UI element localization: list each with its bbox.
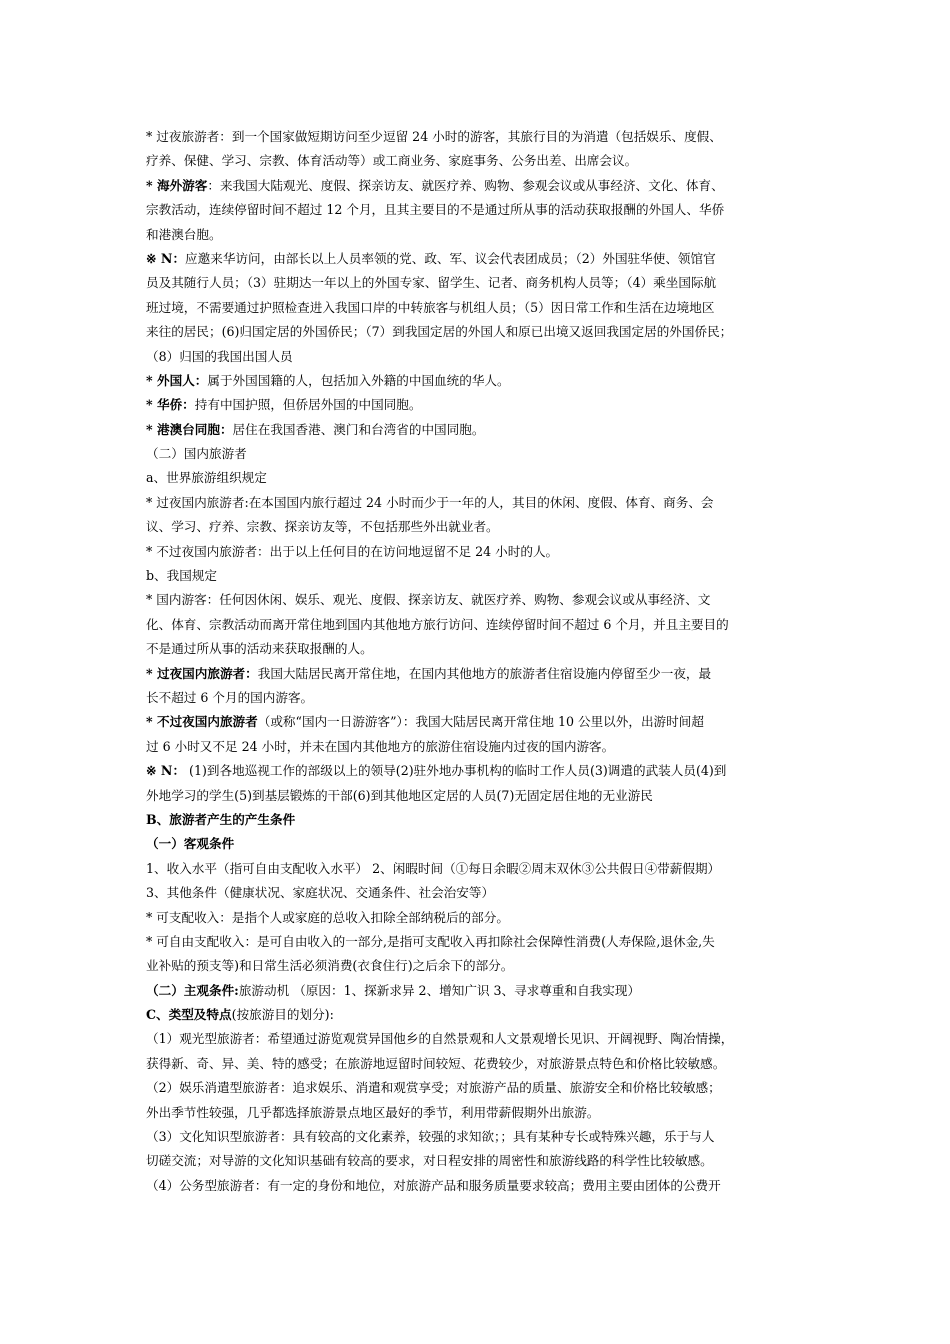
body-text: 班过境，不需要通过护照检查进入我国口岸的中转旅客与机组人员；（5）因日常工作和生活在边境地区: [146, 299, 715, 315]
body-text: 员及其随行人员；（3）驻期达一年以上的外国专家、留学生、记者、商务机构人员等；（4）乘坐国际航: [146, 275, 717, 291]
body-text: 议、学习、疗养、宗教、探亲访友等，不包括那些外出就业者。: [146, 519, 499, 535]
text-line: [146, 149, 816, 173]
text-line: [146, 515, 816, 539]
body-text: （8）归国的我国出国人员: [146, 348, 293, 364]
text-line: [146, 1027, 816, 1051]
text-line: [146, 662, 816, 686]
body-text: (1)到各地巡视工作的部级以上的领导(2)驻外地办事机构的临时工作人员(3)调遣的武装人员(4)到: [185, 763, 727, 779]
body-text: * 可自由支配收入：是可自由收入的一部分,是指可支配收入再扣除社会保障性消费(人寿保险,退休金,失: [146, 933, 715, 949]
text-line: [146, 125, 816, 149]
text-line: [146, 637, 816, 661]
text-line: [146, 710, 816, 734]
bold-text: C、类型及特点: [146, 1007, 232, 1023]
text-line: [146, 857, 816, 881]
text-line: [146, 759, 816, 783]
text-line: [146, 1174, 816, 1198]
text-line: [146, 930, 816, 954]
text-line: [146, 832, 816, 856]
body-text: 应邀来华访问，由部长以上人员率领的党、政、军、议会代表团成员；（2）外国驻华使、领馆官: [185, 250, 716, 266]
text-line: [146, 223, 816, 247]
body-text: 来往的居民；(6)归国定居的外国侨民；（7）到我国定居的外国人和原已出境又返回我国定居的外国侨民；: [146, 324, 733, 340]
body-text: 居住在我国香港、澳门和台湾省的中国同胞。: [232, 421, 485, 437]
body-text: (按旅游目的划分):: [231, 1007, 334, 1023]
body-text: ：来我国大陆观光、度假、探亲访友、就医疗养、购物、参观会议或从事经济、文化、体育、: [207, 177, 724, 193]
text-line: [146, 442, 816, 466]
body-text: 外出季节性较强，几乎都选择旅游景点地区最好的季节，利用带薪假期外出旅游。: [146, 1104, 600, 1120]
body-text: 属于外国国籍的人，包括加入外籍的中国血统的华人。: [207, 372, 510, 388]
text-line: [146, 271, 816, 295]
body-text: * 可支配收入：是指个人或家庭的总收入扣除全部纳税后的部分。: [146, 909, 509, 925]
body-text: b、我国规定: [146, 568, 218, 584]
bold-text: * 港澳台同胞：: [146, 421, 233, 437]
bold-text: ※ N：: [146, 250, 186, 266]
text-line: [146, 1076, 816, 1100]
text-line: [146, 564, 816, 588]
text-line: [146, 369, 816, 393]
text-line: [146, 784, 816, 808]
bold-text: B、旅游者产生的产生条件: [146, 811, 296, 827]
text-line: [146, 735, 816, 759]
bold-text: （一）客观条件: [146, 836, 235, 852]
text-line: [146, 491, 816, 515]
text-line: [146, 320, 816, 344]
body-text: （或称“国内一日游游客”）：我国大陆居民离开常住地 10 公里以外，出游时间超: [257, 714, 704, 730]
text-line: [146, 906, 816, 930]
text-line: [146, 979, 816, 1003]
body-text: * 过夜旅游者：到一个国家做短期访问至少逗留 24 小时的游客，其旅行目的为消遣（包括娱乐、度假、: [146, 129, 722, 144]
body-text: 获得新、奇、异、美、特的感受；在旅游地逗留时间较短、花费较少，对旅游景点特色和价格比较敏感。: [146, 1055, 726, 1071]
bold-text: * 外国人：: [146, 372, 208, 388]
text-line: [146, 393, 816, 417]
bold-text: * 不过夜国内旅游者: [146, 714, 258, 730]
bold-text: ※ N：: [146, 763, 186, 779]
body-text: 疗养、保健、学习、宗教、体育活动等）或工商业务、家庭事务、公务出差、出席会议。: [146, 153, 638, 169]
body-text: * 不过夜国内旅游者：出于以上任何目的在访问地逗留不足 24 小时的人。: [146, 543, 559, 559]
bold-text: * 海外游客: [146, 177, 208, 193]
text-line: [146, 1003, 816, 1027]
body-text: 3、其他条件（健康状况、家庭状况、交通条件、社会治安等）: [146, 885, 495, 901]
body-text: 我国大陆居民离开常住地，在国内其他地方的旅游者住宿设施内停留至少一夜，最: [257, 665, 712, 681]
text-line: [146, 686, 816, 710]
document-body: [146, 125, 816, 1198]
body-text: （3）文化知识型旅游者：具有较高的文化素养，较强的求知欲；；具有某种专长或特殊兴趣，乐于与人: [146, 1129, 715, 1145]
body-text: （1）观光型旅游者：希望通过游览观赏异国他乡的自然景观和人文景观增长见识、开阔视野、陶冶情操，: [146, 1031, 734, 1047]
body-text: 宗教活动，连续停留时间不超过 12 个月，且其主要目的不是通过所从事的活动获取报酬的外国人、华侨: [146, 202, 725, 218]
body-text: 长不超过 6 个月的国内游客。: [146, 689, 314, 705]
text-line: [146, 881, 816, 905]
text-line: [146, 1149, 816, 1173]
bold-text: （二）主观条件:: [146, 982, 239, 998]
body-text: 切磋交流；对导游的文化知识基础有较高的要求，对日程安排的周密性和旅游线路的科学性比较敏感。: [146, 1153, 713, 1169]
text-line: [146, 174, 816, 198]
body-text: * 国内游客：任何因休闲、娱乐、观光、度假、探亲访友、就医疗养、购物、参观会议或从事经济、文: [146, 592, 711, 608]
text-line: [146, 198, 816, 222]
body-text: （4）公务型旅游者：有一定的身份和地位，对旅游产品和服务质量要求较高；费用主要由团体的公费开: [146, 1177, 721, 1193]
text-line: [146, 418, 816, 442]
body-text: 旅游动机 （原因：1、探新求异 2、增知广识 3、寻求尊重和自我实现）: [238, 982, 641, 998]
body-text: 化、体育、宗教活动而离开常住地到国内其他地方旅行访问、连续停留时间不超过 6 个月，并且主要目的: [146, 616, 729, 632]
text-line: [146, 1125, 816, 1149]
body-text: a、世界旅游组织规定: [146, 470, 267, 486]
body-text: 不是通过所从事的活动来获取报酬的人。: [146, 641, 373, 657]
body-text: 和港澳台胞。: [146, 226, 222, 242]
body-text: 外地学习的学生(5)到基层锻炼的干部(6)到其他地区定居的人员(7)无固定居住地的无业游民: [146, 787, 653, 803]
body-text: 1、收入水平（指可自由支配收入水平） 2、闲暇时间（①每日余暇②周末双休③公共假日④带薪假期）: [146, 860, 721, 876]
text-line: [146, 540, 816, 564]
bold-text: * 华侨：: [146, 397, 195, 413]
text-line: [146, 954, 816, 978]
body-text: 持有中国护照，但侨居外国的中国同胞。: [194, 397, 422, 413]
text-line: [146, 808, 816, 832]
text-line: [146, 613, 816, 637]
text-line: [146, 345, 816, 369]
body-text: * 过夜国内旅游者:在本国国内旅行超过 24 小时而少于一年的人，其目的休闲、度假、体育、商务、会: [146, 494, 714, 510]
text-line: [146, 466, 816, 490]
text-line: [146, 1052, 816, 1076]
bold-text: * 过夜国内旅游者：: [146, 665, 258, 681]
body-text: 过 6 小时又不足 24 小时，并未在国内其他地方的旅游住宿设施内过夜的国内游客。: [146, 738, 615, 754]
body-text: 业补贴的预支等)和日常生活必须消费(衣食住行)之后余下的部分。: [146, 958, 514, 974]
text-line: [146, 247, 816, 271]
text-line: [146, 296, 816, 320]
body-text: （2）娱乐消遣型旅游者：追求娱乐、消遣和观赏享受；对旅游产品的质量、旅游安全和价格比较敏感；: [146, 1080, 721, 1096]
body-text: （二）国内旅游者: [146, 446, 247, 462]
text-line: [146, 588, 816, 612]
text-line: [146, 1101, 816, 1125]
